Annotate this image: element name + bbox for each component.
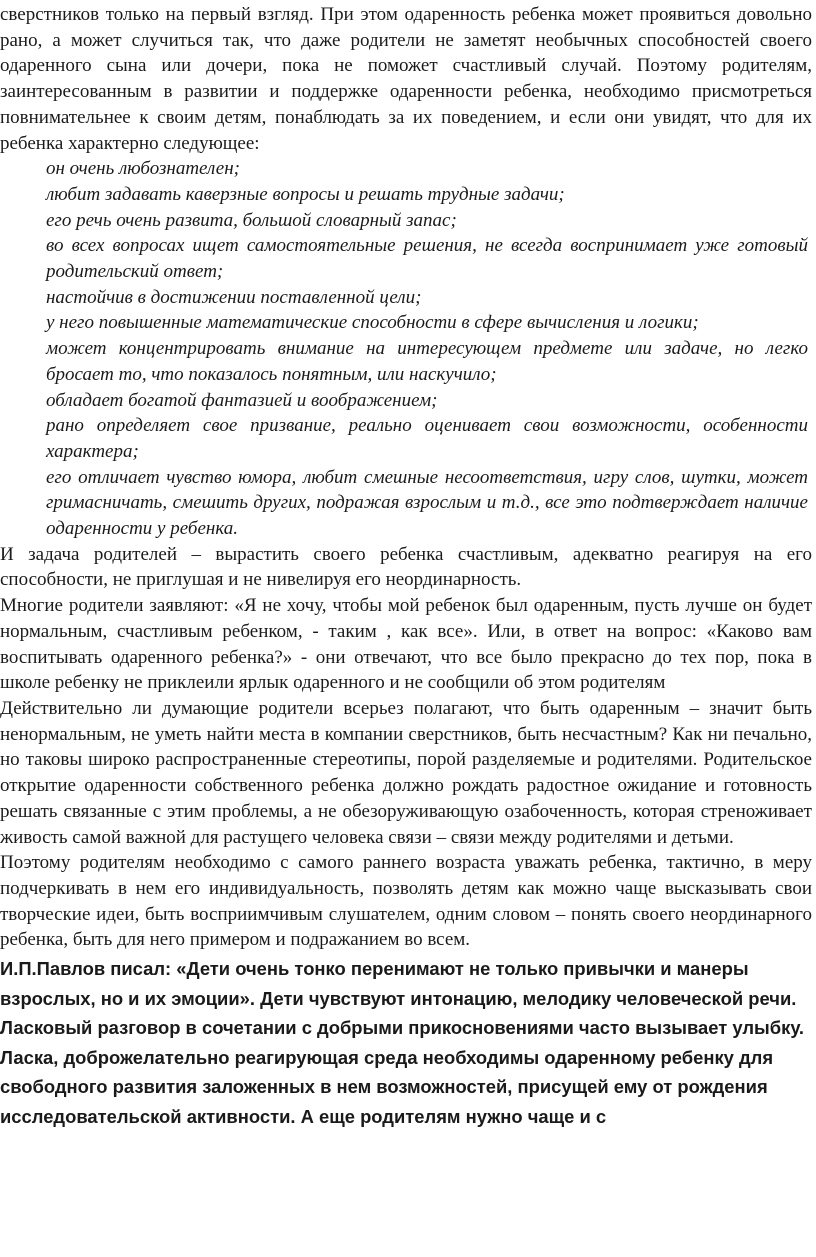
list-item: его отличает чувство юмора, любит смешные несоответствия, игру слов, шутки, может гримасничать, смешить других, подражая взрослым и т.д., все это подтверждает наличие одаренности у ребенка.: [46, 466, 808, 540]
intro-paragraph: сверстников только на первый взгляд. При этом одаренность ребенка может проявиться довольно рано, а может случиться так, что даже родители не заметят необычных способностей своего одаренного сына или дочери, пока не поможет счастливый случай. Поэтому родителям, заинтересованным в развитии и поддержке одаренности ребенка, необходимо присмотреться повнимательнее к своим детям, понаблюдать за их поведением, и если они увидят, что для их ребенка характерно следующее:: [0, 4, 812, 154]
list-item: может концентрировать внимание на интересующем предмете или задаче, но легко бросает то, что показалось понятным, или наскучило;: [46, 338, 808, 385]
list-item: он очень любознателен;: [46, 158, 240, 180]
list-item: любит задавать каверзные вопросы и решать трудные задачи;: [46, 183, 565, 205]
list-item: у него повышенные математические способности в сфере вычисления и логики;: [46, 312, 699, 334]
list-item: рано определяет свое призвание, реально оценивает свои возможности, особенности характера;: [46, 415, 808, 462]
paragraph-respect-child: Поэтому родителям необходимо с самого раннего возраста уважать ребенка, тактично, в меру подчеркивать в нем его индивидуальность, позволять детям как можно чаще высказывать свои творческие идеи, быть восприимчивым слушателем, одним словом – понять своего неординарного ребенка, быть для него примером и подражанием во всем.: [0, 852, 812, 951]
list-item: во всех вопросах ищет самостоятельные решения, не всегда воспринимает уже готовый родительский ответ;: [46, 235, 808, 283]
list-item: настойчив в достижении поставленной цели;: [46, 286, 422, 308]
paragraph-stereotypes: Действительно ли думающие родители всерьез полагают, что быть одаренным – значит быть ненормальным, не уметь найти места в компании сверстников, быть несчастным? Как ни печально, но таковы широко распространенные стереотипы, порой разделяемые и родителями. Родительское открытие одаренности собственного ребенка должно рождать радостное ожидание и готовность решать связанные с этим проблемы, а не обезоруживающую озабоченность, которая стреноживает живость самой важной для растущего человека связи – связи между родителями и детьми.: [0, 697, 812, 848]
list-item: обладает богатой фантазией и воображением;: [46, 389, 438, 411]
list-item: его речь очень развита, большой словарный запас;: [46, 209, 457, 231]
pavlov-quote-paragraph: И.П.Павлов писал: «Дети очень тонко перенимают не только привычки и манеры взрослых, но и их эмоции». Дети чувствуют интонацию, мелодику человеческой речи. Ласковый разговор в сочетании с добрыми прикосновениями часто вызывает улыбку. Ласка, доброжелательно реагирующая среда необходимы одаренному ребенку для свободного развития заложенных в нем возможностей, присущей ему от рождения исследовательской активности. А еще родителям нужно чаще и с: [0, 958, 805, 1127]
giftedness-signs-list: [0, 156, 812, 542]
paragraph-parents-statements: Многие родители заявляют: «Я не хочу, чтобы мой ребенок был одаренным, пусть лучше он будет нормальным, счастливым ребенком, - таким , как все». Или, в ответ на вопрос: «Каково вам воспитывать одаренного ребенка?» - они отвечают, что все было прекрасно до тех пор, пока в школе ребенку не приклеили ярлык одаренного и не сообщили об этом родителям: [0, 595, 812, 694]
paragraph-parents-task: И задача родителей – вырастить своего ребенка счастливым, адекватно реагируя на его способности, не приглушая и не нивелируя его неординарность.: [0, 543, 812, 591]
